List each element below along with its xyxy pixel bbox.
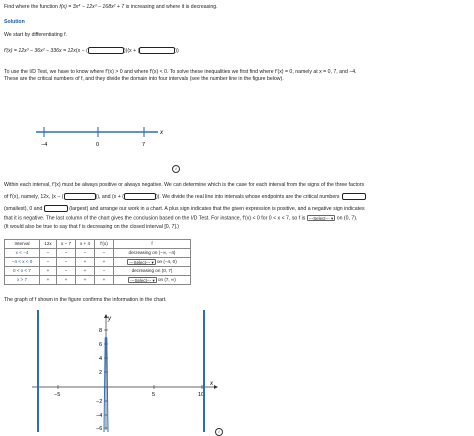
within-line-3 <box>4 205 365 213</box>
within-line-3a: (smallest), 0 and <box>4 205 43 212</box>
problem-prefix: Find where the function <box>4 4 60 10</box>
critical-number-answer-1[interactable] <box>88 47 124 54</box>
derivative-open: (x − ( <box>75 47 88 54</box>
sign-cell: + <box>57 276 76 285</box>
within-line-4b: on (0, 7). <box>336 215 358 222</box>
inc-dec-select-7-inf[interactable]: ---Select--- ▾ <box>130 277 155 283</box>
table-row <box>5 276 191 285</box>
derivative-mid: ))(x + ( <box>123 47 140 54</box>
header-interval: Interval <box>5 240 40 249</box>
y-tick-label: −4 <box>96 413 103 419</box>
within-line-2b: )), and (x + ( <box>95 193 124 200</box>
tick-label-0: 0 <box>96 142 100 148</box>
info-icon[interactable]: i <box>172 165 180 173</box>
sign-cell: + <box>40 267 57 276</box>
sign-chart-header <box>5 240 191 249</box>
y-tick-label: 6 <box>99 342 103 348</box>
row-interval: x < −4 <box>5 249 40 258</box>
header-fprime: f′(x) <box>95 240 114 249</box>
idt-line-2: These are the critical numbers of f, and they divide the domain into four intervals (see the number line in the figure below). <box>4 76 284 82</box>
problem-suffix: is increasing and where it is decreasing. <box>124 4 218 10</box>
select-label: ---Select--- <box>308 216 330 221</box>
conclusion-text: on (7, ∞) <box>157 277 176 283</box>
header-f: f <box>114 240 191 249</box>
sign-cell: − <box>40 249 57 258</box>
within-line-2 <box>4 193 366 201</box>
sign-cell: − <box>40 258 57 267</box>
y-tick-label: 2 <box>99 370 103 376</box>
sign-cell: + <box>40 276 57 285</box>
problem-statement <box>4 4 218 11</box>
row-conclusion: decreasing on (0, 7) <box>114 267 191 276</box>
select-label: ---Select--- <box>129 259 151 265</box>
y-tick-label: −2 <box>96 399 103 405</box>
within-line-1: Within each interval, f′(x) must be always positive or always negative. We can determine which is the case for each interval from the signs of the three factors <box>4 182 365 188</box>
row-interval: 0 < x < 7 <box>5 267 40 276</box>
function-graph <box>28 308 228 432</box>
sign-cell: + <box>95 276 114 285</box>
table-row <box>5 249 191 258</box>
inc-dec-select-0-7[interactable]: ---Select--- ▾ <box>308 216 334 221</box>
x-tick-label: 5 <box>152 392 156 398</box>
problem-function: f(x) = 3x⁴ − 12x³ − 168x² + 7 <box>59 4 125 10</box>
intro-text: We start by differentiating f. <box>4 32 67 38</box>
row-conclusion: decreasing on (−∞, −4) <box>114 249 191 258</box>
solution-heading: Solution <box>4 19 25 25</box>
critical-number-answer-2[interactable] <box>139 47 175 54</box>
header-x-plus-4: x + 4 <box>76 240 95 249</box>
y-tick-label: 8 <box>99 328 103 334</box>
number-line-x-label: x <box>160 130 163 136</box>
derivative-lhs: f′(x) = 12x³ − 36x² − 336x = 12x <box>4 47 76 54</box>
row-conclusion <box>114 276 191 285</box>
within-line-2c: )). We divide the real line into intervals whose endpoints are the critical numbers <box>155 193 340 200</box>
number-line <box>34 124 174 152</box>
within-line-2a: of f′(x), namely, 12x, (x − ( <box>4 193 64 200</box>
info-icon[interactable]: i <box>215 428 223 436</box>
within-line-4 <box>4 215 357 222</box>
row-conclusion <box>114 258 191 267</box>
x-tick-label: 10 <box>198 392 205 398</box>
graph-caption: The graph of f shown in the figure confirms the information in the chart. <box>4 297 167 303</box>
sign-cell: − <box>76 249 95 258</box>
tick-label-neg4: −4 <box>41 142 48 148</box>
idt-line-1: To use the I/D Test, we have to know where f′(x) > 0 and where f′(x) < 0. To solve these inequalities we first find where f′(x) = 0, namely at x = 0, 7, and −4. <box>4 69 357 75</box>
within-line-3b: (largest) and arrange our work in a chart. A plus sign indicates that the given expression is positive, and a negative sign indicates <box>69 205 365 212</box>
inc-dec-select-neg4-0[interactable]: ---Select--- ▾ <box>129 259 154 265</box>
largest-critical-answer[interactable] <box>44 205 68 212</box>
y-tick-label: 4 <box>99 356 103 362</box>
sign-cell: + <box>76 267 95 276</box>
sign-cell: − <box>57 267 76 276</box>
row-interval: x > 7 <box>5 276 40 285</box>
y-tick-label: −6 <box>96 426 103 432</box>
tick-label-7: 7 <box>142 142 146 148</box>
derivative-line <box>4 47 179 55</box>
header-12x: 12x <box>40 240 57 249</box>
within-line-4a: that it is negative. The last column of the chart gives the conclusion based on the I/D Test. For instance, f′(x) < 0 for 0 < x < 7, so f is <box>4 215 306 222</box>
smallest-critical-answer[interactable] <box>342 193 366 200</box>
sign-cell: + <box>76 276 95 285</box>
sign-cell: − <box>95 267 114 276</box>
sign-cell: + <box>95 258 114 267</box>
sign-chart <box>4 239 191 285</box>
table-row <box>5 267 191 276</box>
factor-answer-2[interactable] <box>124 193 156 200</box>
x-axis-arrow <box>214 385 218 389</box>
header-x-minus-7: x − 7 <box>57 240 76 249</box>
row-interval: −4 < x < 0 <box>5 258 40 267</box>
x-tick-label: −5 <box>54 392 61 398</box>
x-axis-label: x <box>210 381 213 387</box>
sign-cell: − <box>95 249 114 258</box>
sign-cell: + <box>76 258 95 267</box>
sign-cell: − <box>57 258 76 267</box>
sign-cell: − <box>57 249 76 258</box>
derivative-close: )) <box>175 47 179 54</box>
conclusion-text: on (−4, 0) <box>156 259 177 265</box>
factor-answer-1[interactable] <box>64 193 96 200</box>
table-row <box>5 258 191 267</box>
select-label: ---Select--- <box>130 277 152 283</box>
within-line-5: (It would also be true to say that f is decreasing on the closed interval [0, 7].) <box>4 224 180 230</box>
y-axis-label: y <box>108 316 111 322</box>
